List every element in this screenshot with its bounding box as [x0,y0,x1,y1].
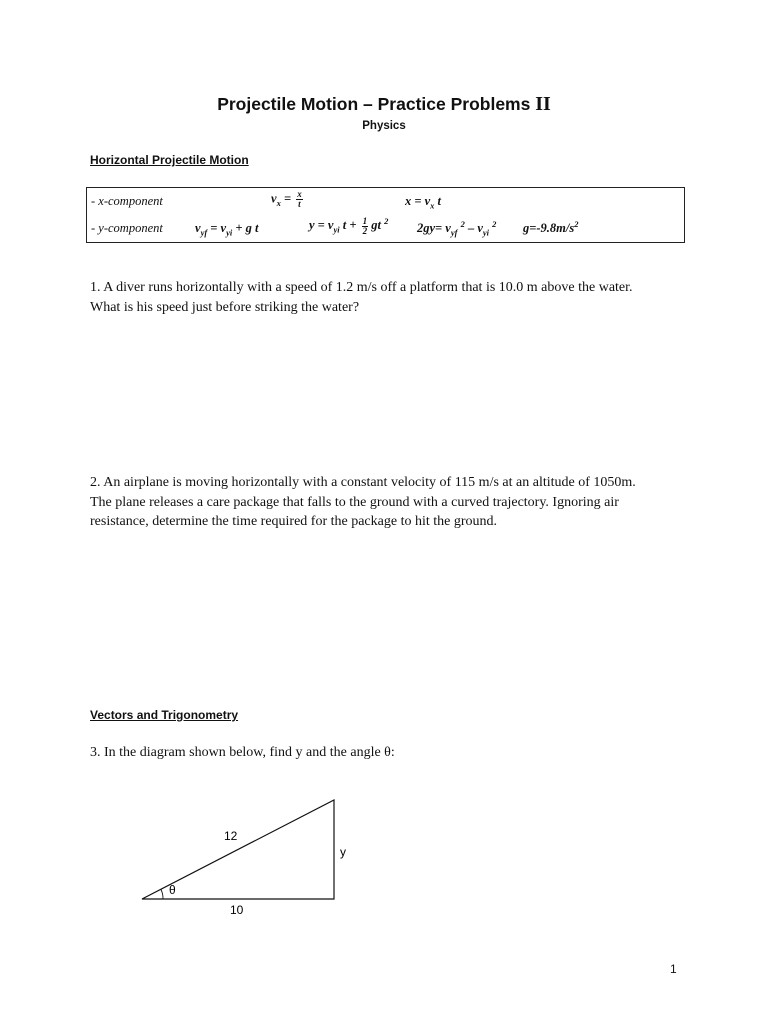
vyf-formula: $v_{yf} = v_{yi} + g$ t [195,221,259,238]
vx-formula: $v_x$ = $\frac{x}{t}$ [271,189,302,209]
gravity-value: $g=-9.8m/s^2$ [523,219,579,236]
x-component-label: - x-component [91,194,163,208]
right-triangle-diagram [130,790,370,920]
problem-1: 1. A diver runs horizontally with a speed of 1.2 m/s off a platform that is 10.0 m above the water. What is his speed just before striking the water? [90,280,633,315]
section-heading-vectors: Vectors and Trigonometry [90,708,239,722]
formula-box [86,187,685,243]
velocity-squared-formula: $2gy= v_{yf}$ $^2 - v_{yi}$ $^2$ [417,219,497,238]
angle-arc [161,890,163,900]
section-heading-horizontal: Horizontal Projectile Motion [90,153,249,167]
title-numeral: II [535,93,551,115]
vertical-side-label: y [340,845,346,859]
x-formula: $x = v_x$ t [405,194,442,211]
y-position-formula: $y = v_{yi}$ t + $\frac{1}{2}$ gt $^2$ [309,215,389,236]
title-text: Projectile Motion – Practice Problems [217,94,531,114]
base-label: 10 [230,903,244,917]
angle-label: θ [169,883,176,897]
page-number: 1 [670,962,677,976]
page-title [0,93,768,116]
problem-3: 3. In the diagram shown below, find y and the angle θ: [90,745,395,760]
y-component-label: - y-component [91,221,163,235]
hypotenuse-label: 12 [224,829,238,843]
page-subtitle: Physics [362,120,406,132]
problem-2: 2. An airplane is moving horizontally with a constant velocity of 115 m/s at an altitude of 1050m. The plane releases a care package that falls to the ground with a curved trajectory. Ignoring air resistance, determine the time required for the package to hit the ground. [90,475,636,529]
